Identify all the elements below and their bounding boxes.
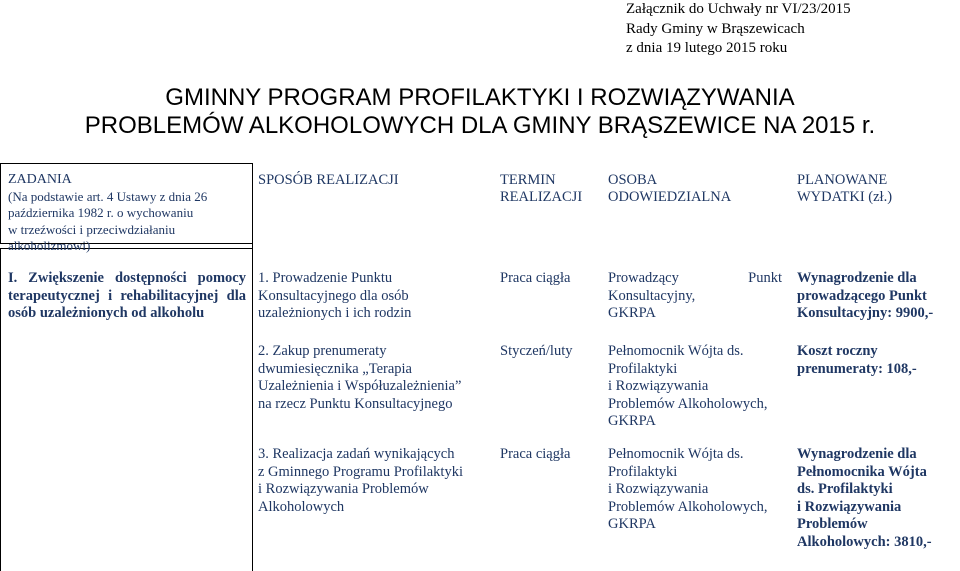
header-sposob [258, 172, 399, 189]
title-line: PROBLEMÓW ALKOHOLOWYCH DLA GMINY BRĄSZEWICE NA 2015 r. [84, 112, 876, 139]
header-wydatki [797, 172, 892, 206]
row2-termin-text: Styczeń/luty [500, 343, 573, 359]
task-line: osób uzależnionych od alkoholu [8, 305, 205, 322]
row2-osoba-line: i Rozwiązywania [608, 378, 709, 395]
task-cell [8, 270, 246, 323]
header-zadania-line: alkoholizmowi) [8, 238, 91, 253]
appendix-line: Rady Gminy w Brąszewicach [626, 20, 805, 37]
row1-sposob [258, 270, 411, 323]
header-wydatki-line: PLANOWANE [797, 172, 888, 188]
row2-termin [500, 343, 573, 361]
appendix-note [626, 0, 851, 59]
row2-wydatki-line: Koszt roczny [797, 343, 878, 359]
row2-sposob-line: 2. Zakup prenumeraty [258, 343, 387, 359]
row3-wydatki-line: Pełnomocnika Wójta [797, 463, 927, 480]
row2-osoba-line: Pełnomocnik Wójta ds. [608, 343, 744, 359]
row1-osoba-line: Konsultacyjny, [608, 287, 696, 304]
row3-sposob-line: z Gminnego Programu Profilaktyki [258, 463, 463, 480]
row2-wydatki [797, 343, 917, 378]
header-termin-line: TERMIN [500, 172, 556, 188]
row3-wydatki-line: i Rozwiązywania [797, 498, 902, 515]
header-zadania [8, 172, 207, 255]
header-termin-line: REALIZACJI [500, 189, 583, 205]
appendix-line: z dnia 19 lutego 2015 roku [626, 40, 788, 56]
header-zadania-title: ZADANIA [8, 172, 72, 187]
row2-osoba-line: GKRPA [608, 413, 656, 430]
row2-osoba-line: Problemów Alkoholowych, [608, 395, 768, 412]
row3-wydatki-line: Alkoholowych: 3810,- [797, 533, 932, 550]
title-line: GMINNY PROGRAM PROFILAKTYKI I ROZWIĄZYWANIA [165, 84, 795, 111]
task-line: terapeutycznej i rehabilitacyjnej dla [8, 287, 246, 304]
row3-osoba-line: i Rozwiązywania [608, 481, 709, 498]
row2-sposob-line: na rzecz Punktu Konsultacyjnego [258, 395, 453, 412]
row3-osoba-line: Problemów Alkoholowych, [608, 498, 768, 515]
row1-termin [500, 270, 570, 288]
row1-osoba-line: Prowadzący Punkt [608, 270, 782, 286]
row3-wydatki-line: ds. Profilaktyki [797, 481, 893, 498]
row1-osoba-line: GKRPA [608, 305, 656, 322]
row2-osoba [608, 343, 768, 431]
row3-osoba-line: Profilaktyki [608, 463, 678, 480]
row2-sposob-line: Uzależnienia i Współuzależnienia” [258, 378, 462, 395]
header-osoba [608, 172, 731, 206]
row3-osoba [608, 446, 768, 534]
table-border [252, 163, 253, 571]
row3-sposob [258, 446, 463, 516]
page-title [0, 84, 960, 140]
header-osoba-line: ODOWIEDZIALNA [608, 189, 732, 205]
header-wydatki-line: WYDATKI (zł.) [797, 189, 893, 205]
header-zadania-line: października 1982 r. o wychowaniu [8, 205, 194, 220]
row3-wydatki [797, 446, 932, 552]
row1-wydatki-line: prowadzącego Punkt [797, 287, 927, 304]
row1-termin-text: Praca ciągła [500, 270, 571, 286]
row3-sposob-line: i Rozwiązywania Problemów [258, 481, 429, 498]
row2-osoba-line: Profilaktyki [608, 360, 678, 377]
row3-osoba-line: Pełnomocnik Wójta ds. [608, 446, 744, 462]
row1-sposob-line: uzależnionych i ich rodzin [258, 305, 412, 322]
row2-wydatki-line: prenumeraty: 108,- [797, 360, 917, 377]
row1-osoba [608, 270, 782, 323]
header-zadania-line: (Na podstawie art. 4 Ustawy z dnia 26 [8, 188, 208, 204]
header-zadania-line: w trzeźwości i przeciwdziałaniu [8, 221, 176, 237]
row3-wydatki-line: Problemów [797, 516, 868, 533]
table-border [0, 163, 1, 243]
row3-termin [500, 446, 570, 464]
row1-sposob-line: Konsultacyjnego dla osób [258, 287, 409, 304]
row3-sposob-line: 3. Realizacja zadań wynikających [258, 446, 455, 462]
row1-wydatki [797, 270, 933, 323]
table-border [0, 248, 1, 571]
header-termin [500, 172, 582, 206]
table-border [0, 163, 252, 164]
row1-sposob-line: 1. Prowadzenie Punktu [258, 270, 393, 286]
row3-sposob-line: Alkoholowych [258, 498, 345, 515]
task-line: I. Zwiększenie dostępności pomocy [8, 270, 246, 286]
row1-wydatki-line: Konsultacyjny: 9900,- [797, 305, 934, 322]
header-sposob-label: SPOSÓB REALIZACJI [258, 172, 399, 188]
row3-termin-text: Praca ciągła [500, 446, 571, 462]
row2-sposob [258, 343, 461, 413]
header-osoba-line: OSOBA [608, 172, 658, 188]
row3-osoba-line: GKRPA [608, 516, 656, 533]
appendix-line: Załącznik do Uchwały nr VI/23/2015 [626, 1, 851, 17]
row1-wydatki-line: Wynagrodzenie dla [797, 270, 917, 286]
row2-sposob-line: dwumiesięcznika „Terapia [258, 360, 412, 377]
row3-wydatki-line: Wynagrodzenie dla [797, 446, 917, 462]
